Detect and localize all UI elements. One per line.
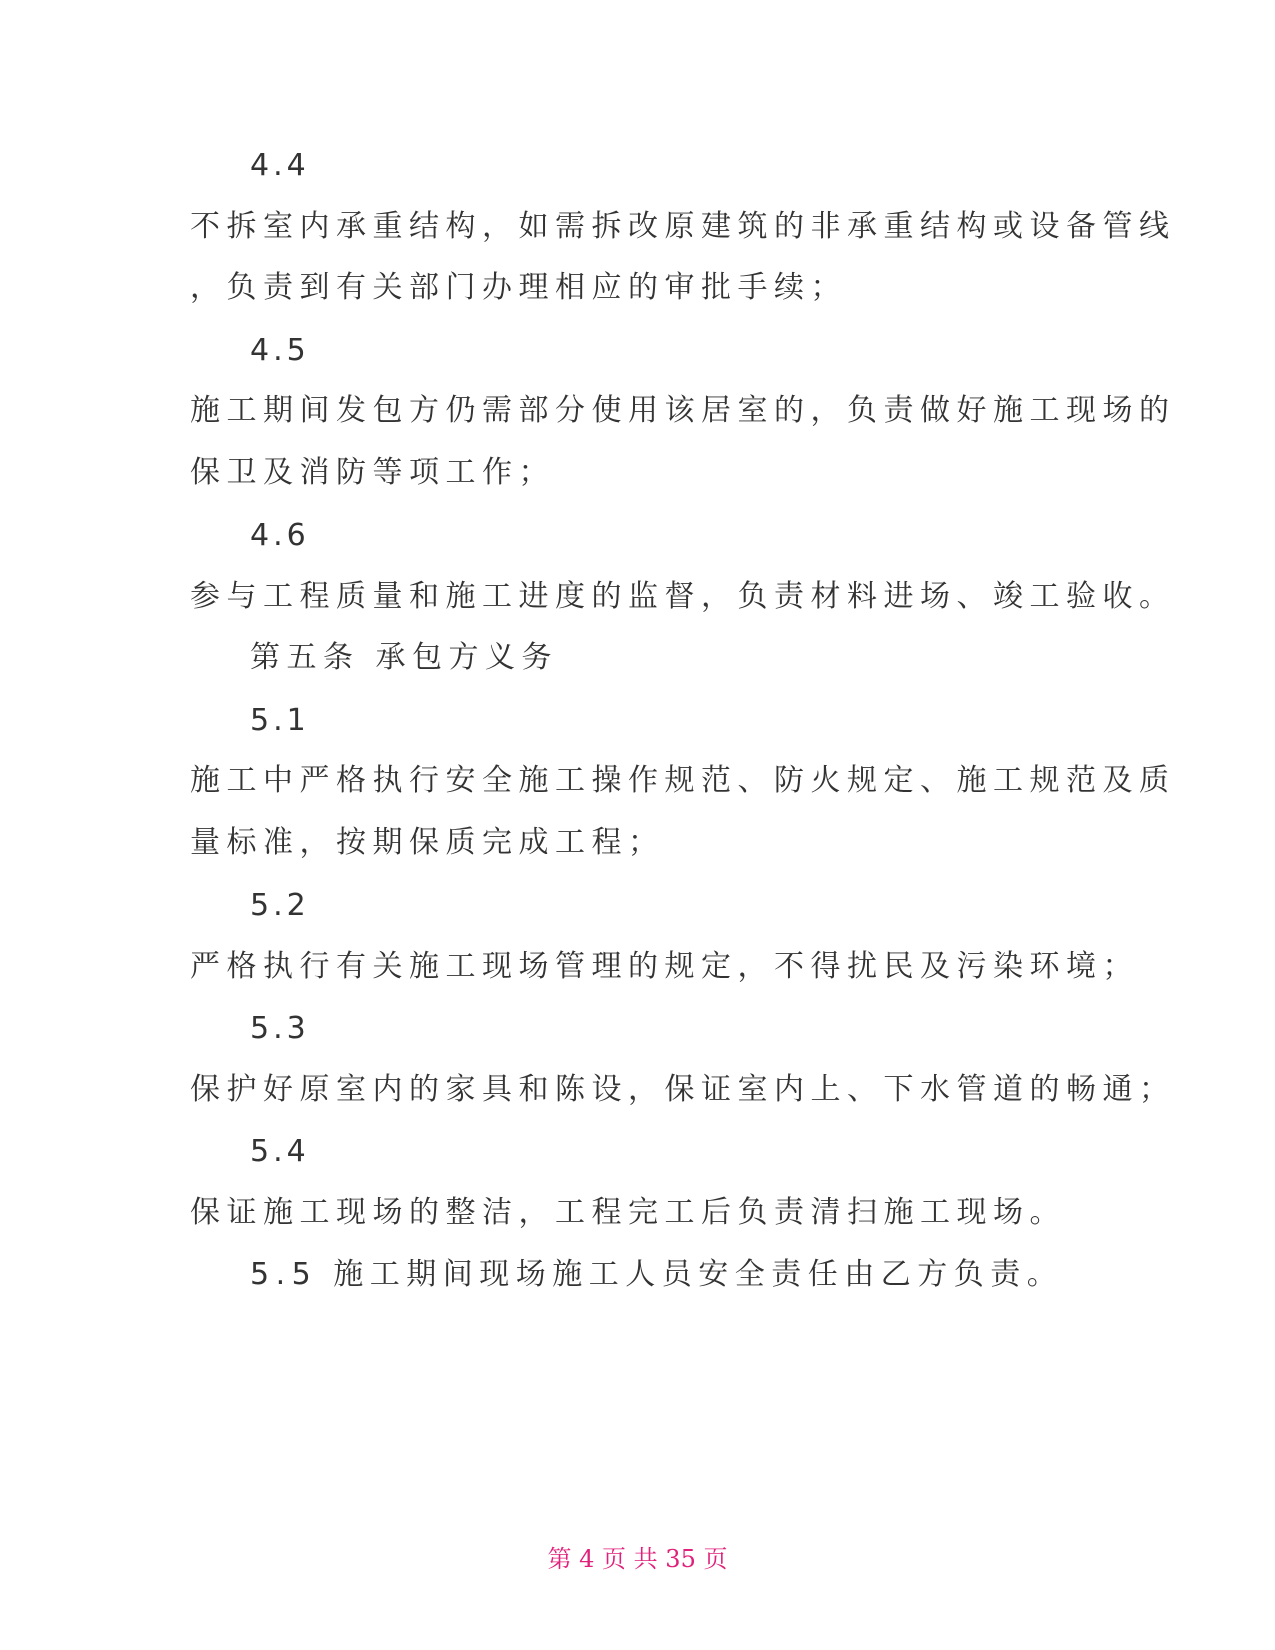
clause-text-5-1-line-2: 量标准，按期保质完成工程； — [190, 825, 665, 860]
clause-text-4-4-line-1: 不拆室内承重结构，如需拆改原建筑的非承重结构或设备管线 — [190, 209, 1176, 244]
clause-text-4-6: 参与工程质量和施工进度的监督，负责材料进场、竣工验收。 — [190, 579, 1176, 614]
clause-number-5-3: 5.3 — [250, 1011, 310, 1046]
clause-text-5-3: 保护好原室内的家具和陈设，保证室内上、下水管道的畅通； — [190, 1072, 1176, 1107]
clause-text-4-4-line-2: ，负责到有关部门办理相应的审批手续； — [190, 270, 847, 305]
clause-text-4-5-line-2: 保卫及消防等项工作； — [190, 455, 555, 490]
page-number-footer: 第 4 页 共 35 页 — [547, 1545, 728, 1573]
clause-number-5-4: 5.4 — [250, 1134, 310, 1169]
clause-number-4-5: 4.5 — [250, 333, 310, 368]
clause-text-5-4: 保证施工现场的整洁，工程完工后负责清扫施工现场。 — [190, 1195, 1066, 1230]
clause-5-5: 5.5 施工期间现场施工人员安全责任由乙方负责。 — [250, 1257, 1064, 1292]
clause-text-5-1-line-1: 施工中严格执行安全施工操作规范、防火规定、施工规范及质 — [190, 763, 1176, 798]
clause-number-4-6: 4.6 — [250, 518, 310, 553]
clause-number-5-2: 5.2 — [250, 888, 310, 923]
clause-text-5-2: 严格执行有关施工现场管理的规定，不得扰民及污染环境； — [190, 949, 1139, 984]
article-heading: 第五条 承包方义务 — [250, 640, 559, 675]
clause-number-4-4: 4.4 — [250, 148, 310, 183]
clause-text-4-5-line-1: 施工期间发包方仍需部分使用该居室的，负责做好施工现场的 — [190, 393, 1176, 428]
clause-number-5-1: 5.1 — [250, 703, 310, 738]
